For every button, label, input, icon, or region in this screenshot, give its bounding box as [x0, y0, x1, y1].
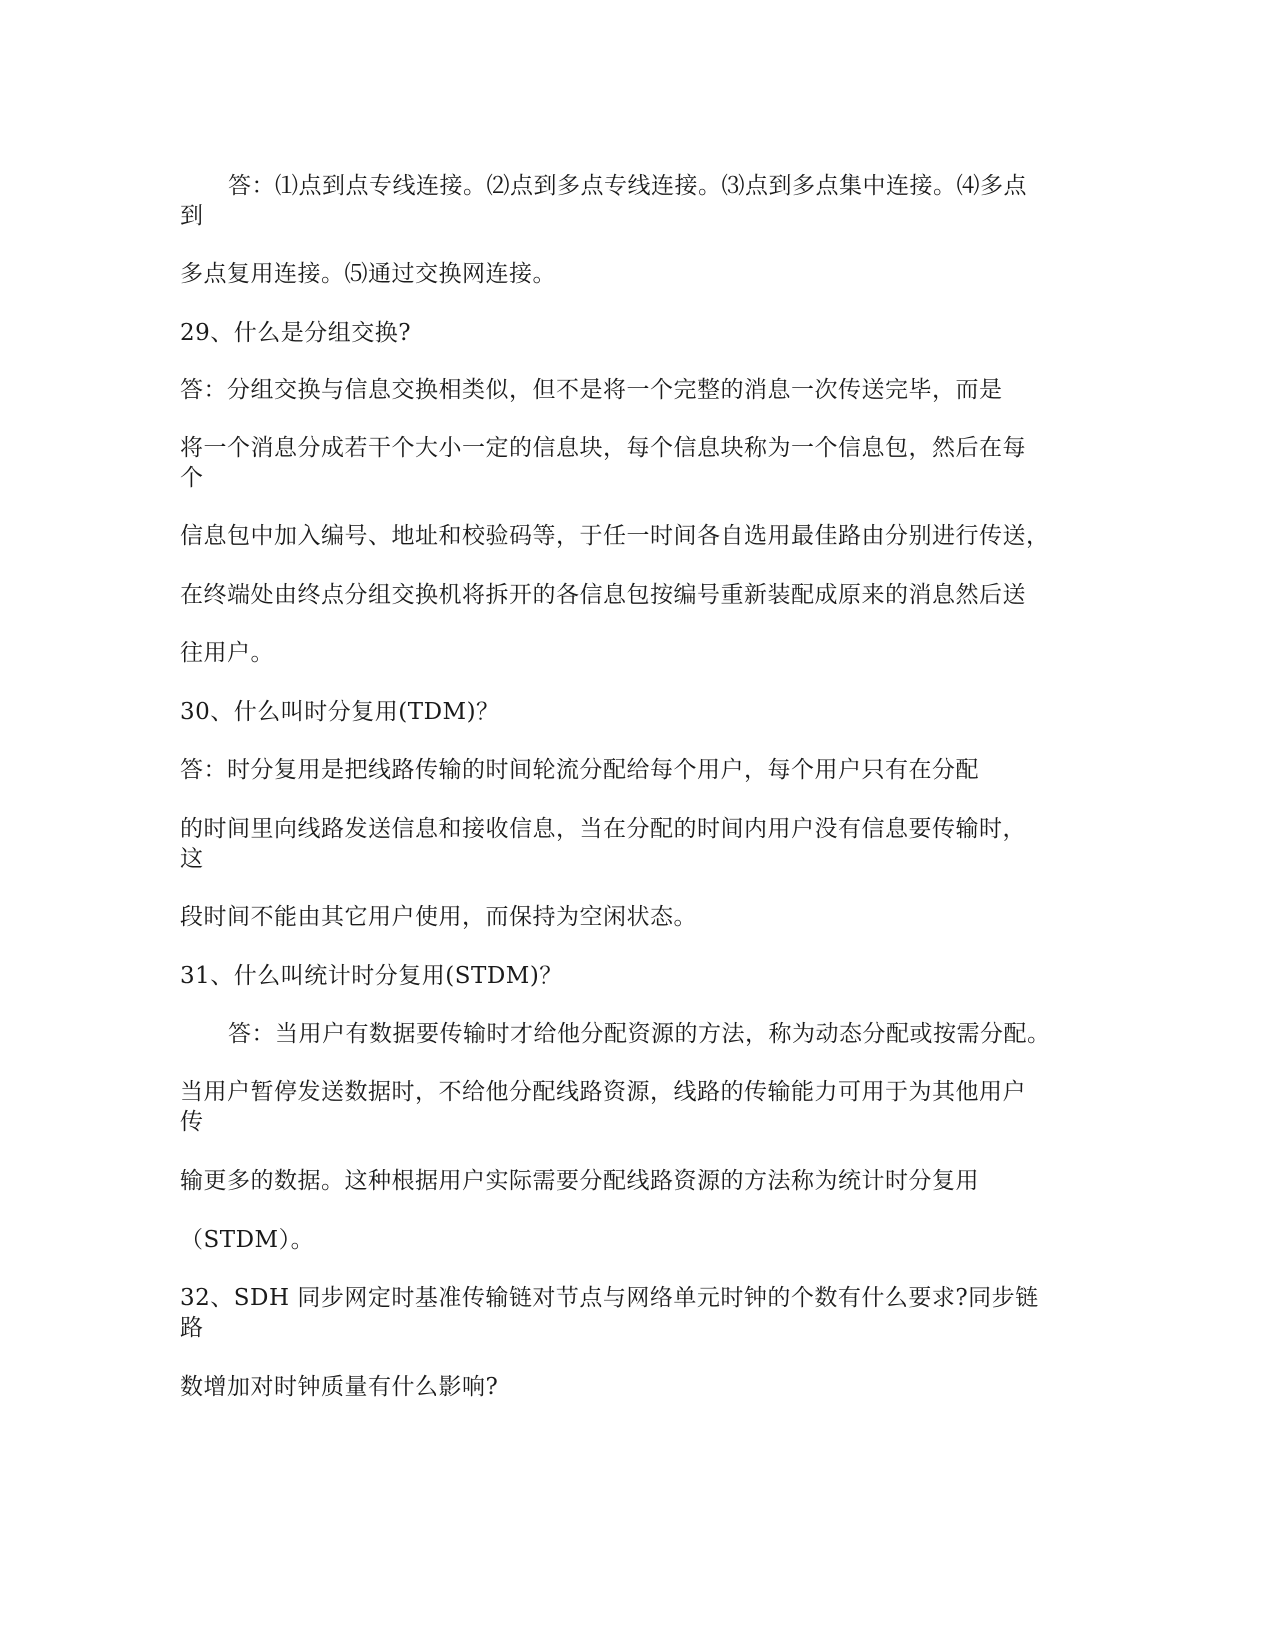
- answer-31-line-3: 输更多的数据。这种根据用户实际需要分配线路资源的方法称为统计时分复用: [180, 1168, 979, 1194]
- answer-31-line-2-wrap: 传: [180, 1109, 204, 1135]
- answer-30-line-2: 的时间里向线路发送信息和接收信息，当在分配的时间内用户没有信息要传输时，: [180, 816, 1026, 842]
- question-32-line-1: 32、SDH 同步网定时基准传输链对节点与网络单元时钟的个数有什么要求?同步链: [180, 1285, 1039, 1311]
- answer-30-line-1: 答：时分复用是把线路传输的时间轮流分配给每个用户，每个用户只有在分配: [180, 757, 979, 783]
- answer-28-line-2: 多点复用连接。⑸通过交换网连接。: [180, 261, 556, 287]
- question-30: 30、什么叫时分复用(TDM)？: [180, 699, 500, 725]
- question-31: 31、什么叫统计时分复用(STDM)？: [180, 963, 563, 989]
- answer-30-line-2-wrap: 这: [180, 846, 204, 872]
- answer-30-line-3: 段时间不能由其它用户使用，而保持为空闲状态。: [180, 904, 697, 930]
- answer-29-line-2: 将一个消息分成若干个大小一定的信息块，每个信息块称为一个信息包，然后在每: [180, 435, 1026, 461]
- answer-31-line-1: 答：当用户有数据要传输时才给他分配资源的方法，称为动态分配或按需分配。: [228, 1021, 1051, 1047]
- question-32-line-1-wrap: 路: [180, 1315, 204, 1341]
- answer-31-line-4: （STDM）。: [180, 1227, 315, 1253]
- answer-29-line-1: 答：分组交换与信息交换相类似，但不是将一个完整的消息一次传送完毕，而是: [180, 377, 1003, 403]
- answer-31-line-2: 当用户暂停发送数据时，不给他分配线路资源，线路的传输能力可用于为其他用户: [180, 1079, 1026, 1105]
- answer-28-line-1-wrap: 到: [180, 203, 204, 229]
- question-29: 29、什么是分组交换?: [180, 320, 412, 346]
- answer-29-line-5: 往用户。: [180, 640, 274, 666]
- answer-29-line-4: 在终端处由终点分组交换机将拆开的各信息包按编号重新装配成原来的消息然后送: [180, 582, 1026, 608]
- answer-28-line-1: 答：⑴点到点专线连接。⑵点到多点专线连接。⑶点到多点集中连接。⑷多点: [228, 173, 1027, 199]
- answer-29-line-2-wrap: 个: [180, 465, 204, 491]
- question-32-line-2: 数增加对时钟质量有什么影响?: [180, 1374, 499, 1400]
- answer-29-line-3: 信息包中加入编号、地址和校验码等，于任一时间各自选用最佳路由分别进行传送，: [180, 523, 1050, 549]
